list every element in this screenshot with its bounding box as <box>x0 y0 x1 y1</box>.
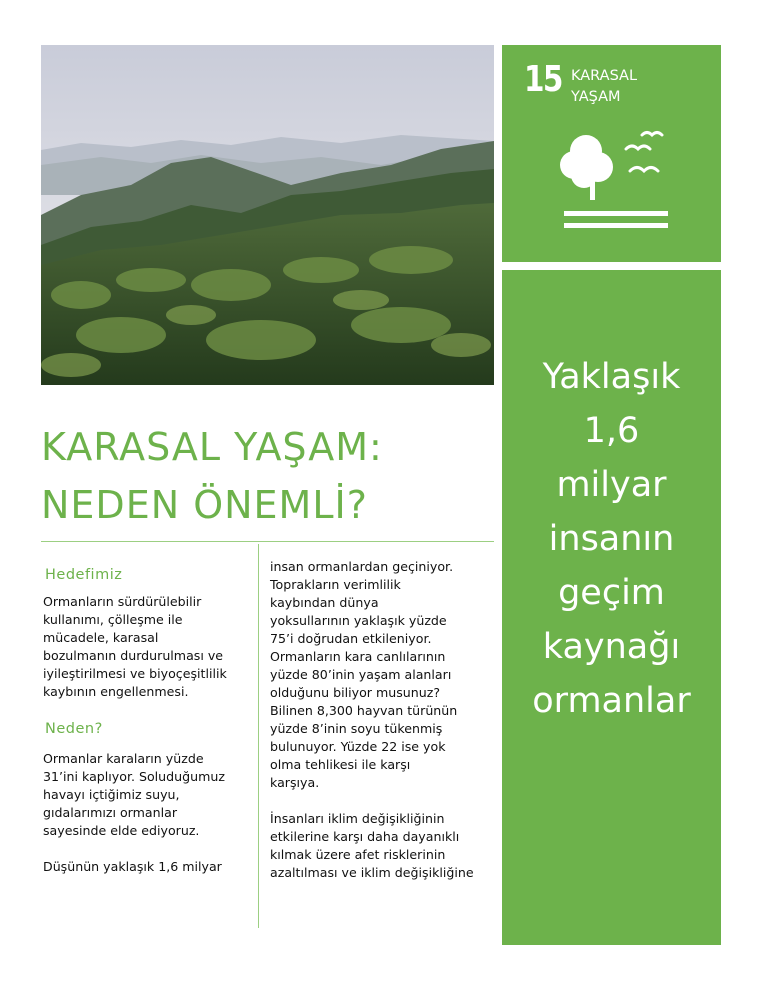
goal-heading: Hedefimiz <box>45 567 123 583</box>
divider-horizontal <box>41 541 494 542</box>
sdg-goal-badge <box>502 45 721 262</box>
tree-birds-icon <box>554 125 674 239</box>
why-heading: Neden? <box>45 721 103 737</box>
why-paragraph: Ormanlar karaların yüzde 31’ini kaplıyor. Soluduğumuz havayı içtiğimiz suyu, gıdalarımızı ormanlar sayesinde elde ediyoruz. Düşünün yaklaşık 1,6 milyar <box>43 751 225 874</box>
divider-vertical <box>258 544 259 928</box>
goal-number: 15 <box>524 59 562 100</box>
callout-text: Yaklaşık 1,6 milyar insanın geçim kaynağı ormanlar <box>532 357 691 721</box>
forest-mountains-photo <box>41 45 494 385</box>
column2-paragraph: insan ormanlardan geçiniyor. Toprakların verimlilik kaybından dünya yoksullarının yaklaşık yüzde 75’i doğrudan etkileniyor. Ormanların kara canlılarının yüzde 80’inin yaşam alanları olduğunu biliyor musunuz? Bilinen 8,300 hayvan türünün yüzde 8’inin soyu tükenmiş bulunuyor. Yüzde 22 ise yok olma tehlikesi ile karşı karşıya. İnsanları iklim değişikliğinin etkilerine karşı daha dayanıklı kılmak üzere afet risklerinin azaltılması ve iklim değişikliğine <box>270 559 474 880</box>
goal-title: KARASAL YAŞAM <box>571 68 638 105</box>
page-title: KARASAL YAŞAM: NEDEN ÖNEMLİ? <box>41 425 383 527</box>
goal-paragraph: Ormanların sürdürülebilir kullanımı, çölleşme ile mücadele, karasal bozulmanın durdurulması ve iyileştirilmesi ve biyoçeşitlilik kaybının engellenmesi. <box>43 594 227 699</box>
statistic-callout <box>502 270 721 945</box>
